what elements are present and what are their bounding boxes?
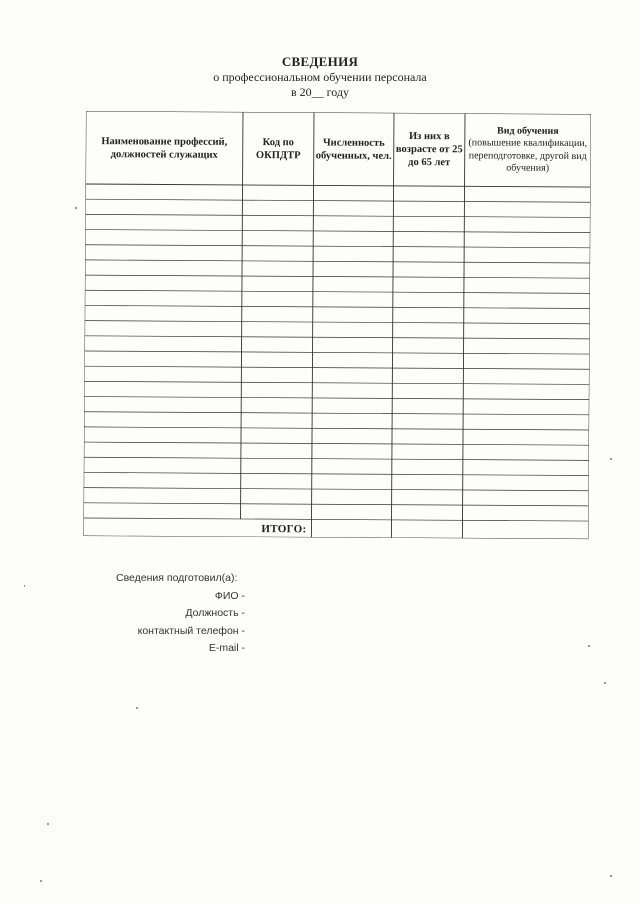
header-training-type: Вид обучения (повышение квалификации, переподготовке, другой вид обучения) — [468, 125, 588, 174]
scan-speck — [610, 458, 612, 460]
row-line-22 — [84, 518, 589, 521]
scan-speck — [47, 823, 49, 825]
position-label: Должность - — [185, 607, 245, 619]
row-line-10 — [85, 336, 590, 339]
header-trained-count: Численность обученных, чел. — [315, 136, 392, 162]
row-line-21 — [84, 503, 589, 506]
prepared-by-label: Сведения подготовил(а): — [116, 572, 238, 584]
document-header — [0, 54, 640, 100]
scan-speck — [610, 875, 612, 877]
header-okpdtr-code: Код по ОКПДТР — [255, 136, 301, 161]
year-line: в 20__ году — [290, 85, 350, 99]
row-line-20 — [84, 488, 589, 491]
row-line-2 — [85, 214, 590, 217]
header-age-25-65: Из них в возрасте от 25 до 65 лет — [395, 130, 463, 169]
header-profession: Наименование профессий, должностей служащих — [101, 135, 228, 161]
row-line-11 — [85, 351, 590, 354]
scan-speck — [24, 585, 25, 587]
row-line-12 — [84, 366, 589, 369]
total-label: ИТОГО: — [261, 523, 307, 536]
row-line-19 — [84, 472, 589, 475]
row-line-18 — [84, 457, 589, 460]
row-line-14 — [84, 397, 589, 400]
total-row-bottom — [83, 536, 588, 539]
row-line-5 — [85, 260, 590, 263]
training-table — [83, 111, 591, 539]
document-subtitle: о профессиональном обучении персонала — [213, 70, 427, 84]
scan-speck — [588, 645, 590, 647]
row-line-3 — [85, 230, 590, 233]
scan-speck — [136, 707, 138, 709]
row-line-15 — [84, 412, 589, 415]
row-line-6 — [85, 275, 590, 278]
document-title: СВЕДЕНИЯ — [281, 54, 359, 69]
row-line-9 — [85, 321, 590, 324]
row-line-7 — [85, 290, 590, 293]
row-line-16 — [84, 427, 589, 430]
row-line-1 — [85, 199, 590, 202]
email-label: E-mail - — [208, 642, 245, 654]
prepared-by-block — [0, 570, 245, 658]
phone-label: контактный телефон - — [137, 624, 245, 637]
row-line-4 — [85, 245, 590, 248]
scan-speck — [75, 207, 77, 209]
scan-speck — [40, 880, 42, 882]
fio-label: ФИО - — [214, 589, 245, 602]
row-line-13 — [84, 381, 589, 384]
scan-speck — [604, 682, 606, 684]
row-line-17 — [84, 442, 589, 445]
row-line-8 — [85, 305, 590, 308]
